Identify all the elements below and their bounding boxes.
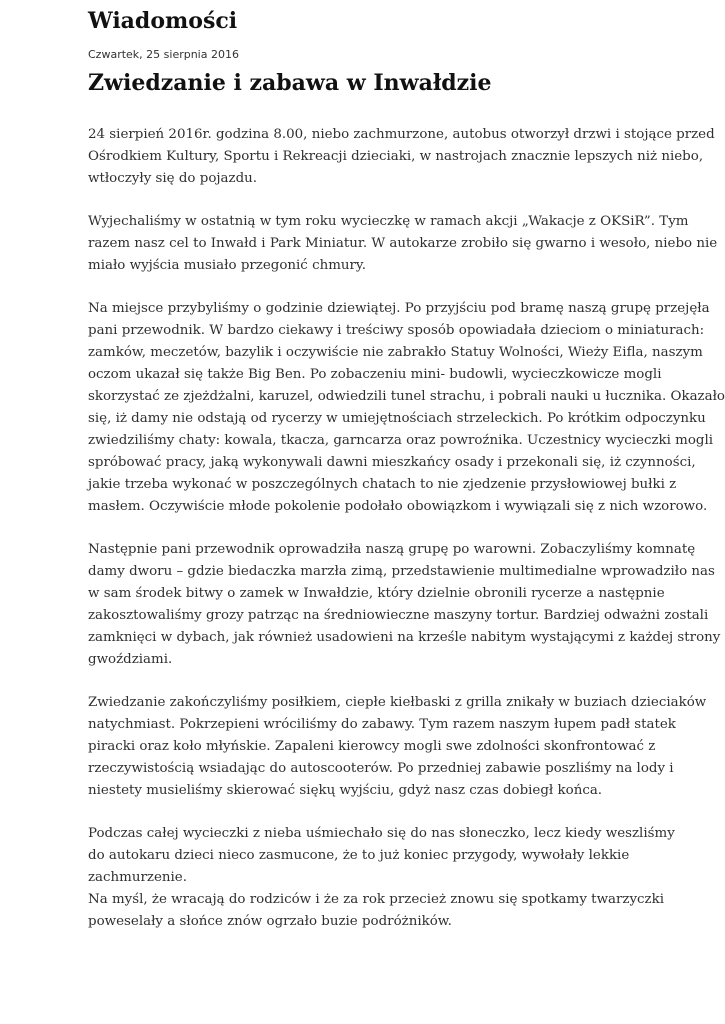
text-line: spróbować pracy, jaką wykonywali dawni mieszkańcy osady i przekonali się, iż czynności, bbox=[88, 455, 696, 470]
article-title: Zwiedzanie i zabawa w Inwałdzie bbox=[88, 70, 492, 96]
text-line: zwiedziliśmy chaty: kowala, tkacza, garncarza oraz powroźnika. Uczestnicy wycieczki mogli bbox=[88, 433, 714, 448]
paragraph-4 bbox=[88, 539, 721, 671]
text-line: Podczas całej wycieczki z nieba uśmiechało się do nas słoneczko, lecz kiedy weszliśmy bbox=[88, 826, 675, 841]
paragraph-2 bbox=[88, 211, 718, 277]
text-line: zamków, meczetów, bazylik i oczywiście nie zabrakło Statuy Wolności, Wieży Eifla, naszym bbox=[88, 345, 703, 360]
text-line: Na myśl, że wracają do rodziców i że za rok przecież znowu się spotkamy twarzyczki bbox=[88, 892, 664, 907]
text-line: do autokaru dzieci nieco zasmucone, że to już koniec przygody, wywołały lekkie bbox=[88, 848, 630, 863]
text-line: 24 sierpień 2016r. godzina 8.00, niebo zachmurzone, autobus otworzył drzwi i stojące przed bbox=[88, 127, 715, 142]
text-line: niestety musieliśmy skierować siękų wyjściu, gdyż nasz czas dobiegł końca. bbox=[88, 783, 603, 798]
text-line: Zwiedzanie zakończyliśmy posiłkiem, ciepłe kiełbaski z grilla znikały w buziach dzieciaków bbox=[88, 695, 707, 710]
text-line: Następnie pani przewodnik oprowadziła naszą grupę po warowni. Zobaczyliśmy komnatę bbox=[88, 542, 696, 557]
text-line: zakosztowaliśmy grozy patrząc na średniowieczne maszyny tortur. Bardziej odważni zostali bbox=[88, 608, 709, 623]
paragraph-6 bbox=[88, 823, 675, 933]
text-line: piracki oraz koło młyńskie. Zapaleni kierowcy mogli swe zdolności skonfrontować z bbox=[88, 739, 656, 754]
text-line: Na miejsce przybyliśmy o godzinie dziewiątej. Po przyjściu pod bramę naszą grupę przejęła bbox=[88, 301, 710, 316]
text-line: razem nasz cel to Inwałd i Park Miniatur. W autokarze zrobiło się gwarno i wesoło, niebo nie bbox=[88, 236, 718, 251]
paragraph-1 bbox=[88, 124, 715, 190]
text-line: się, iż damy nie odstają od rycerzy w umiejętnościach strzeleckich. Po krótkim odpoczynku bbox=[88, 411, 706, 426]
text-line: masłem. Oczywiście młode pokolenie podołało obowiązkom i wywiązali się z nich wzorowo. bbox=[88, 499, 708, 514]
text-line: miało wyjścia musiało przegonić chmury. bbox=[88, 258, 366, 273]
text-line: rzeczywistością wsiadając do autoscooterów. Po przedniej zabawie poszliśmy na lody i bbox=[88, 761, 674, 776]
text-line: gwoździami. bbox=[88, 652, 173, 667]
text-line: skorzystać ze zjeżdżalni, karuzel, odwiedzili tunel strachu, i pobrali nauki u łucznika. Okazało bbox=[88, 389, 725, 404]
site-title[interactable]: Wiadomości bbox=[88, 8, 238, 34]
text-line: oczom ukazał się także Big Ben. Po zobaczeniu mini- budowli, wycieczkowicze mogli bbox=[88, 367, 662, 382]
paragraph-5 bbox=[88, 692, 707, 802]
text-line: Wyjechaliśmy w ostatnią w tym roku wycieczkę w ramach akcji „Wakacje z OKSiR”. Tym bbox=[88, 214, 689, 229]
article-body bbox=[88, 124, 725, 954]
text-line: Ośrodkiem Kultury, Sportu i Rekreacji dzieciaki, w nastrojach znacznie lepszych niż niebo, bbox=[88, 149, 704, 164]
text-line: zachmurzenie. bbox=[88, 870, 187, 885]
paragraph-3 bbox=[88, 298, 725, 518]
text-line: jakie trzeba wykonać w poszczególnych chatach to nie zjedzenie przysłowiowej bułki z bbox=[88, 477, 677, 492]
text-line: w sam środek bitwy o zamek w Inwałdzie, który dzielnie obronili rycerze a następnie bbox=[88, 586, 665, 601]
text-line: wtłoczyły się do pojazdu. bbox=[88, 171, 258, 186]
article-date: Czwartek, 25 sierpnia 2016 bbox=[88, 48, 239, 61]
text-line: natychmiast. Pokrzepieni wróciliśmy do zabawy. Tym razem naszym łupem padł statek bbox=[88, 717, 676, 732]
text-line: poweselały a słońce znów ogrzało buzie podróżników. bbox=[88, 914, 452, 929]
text-line: pani przewodnik. W bardzo ciekawy i treściwy sposób opowiadała dzieciom o miniaturach: bbox=[88, 323, 705, 338]
text-line: zamknięci w dybach, jak również usadowieni na krześle nabitym wystającymi z każdej strony bbox=[88, 630, 721, 645]
text-line: damy dworu – gdzie biedaczka marzła zimą, przedstawienie multimedialne wprowadziło nas bbox=[88, 564, 715, 579]
